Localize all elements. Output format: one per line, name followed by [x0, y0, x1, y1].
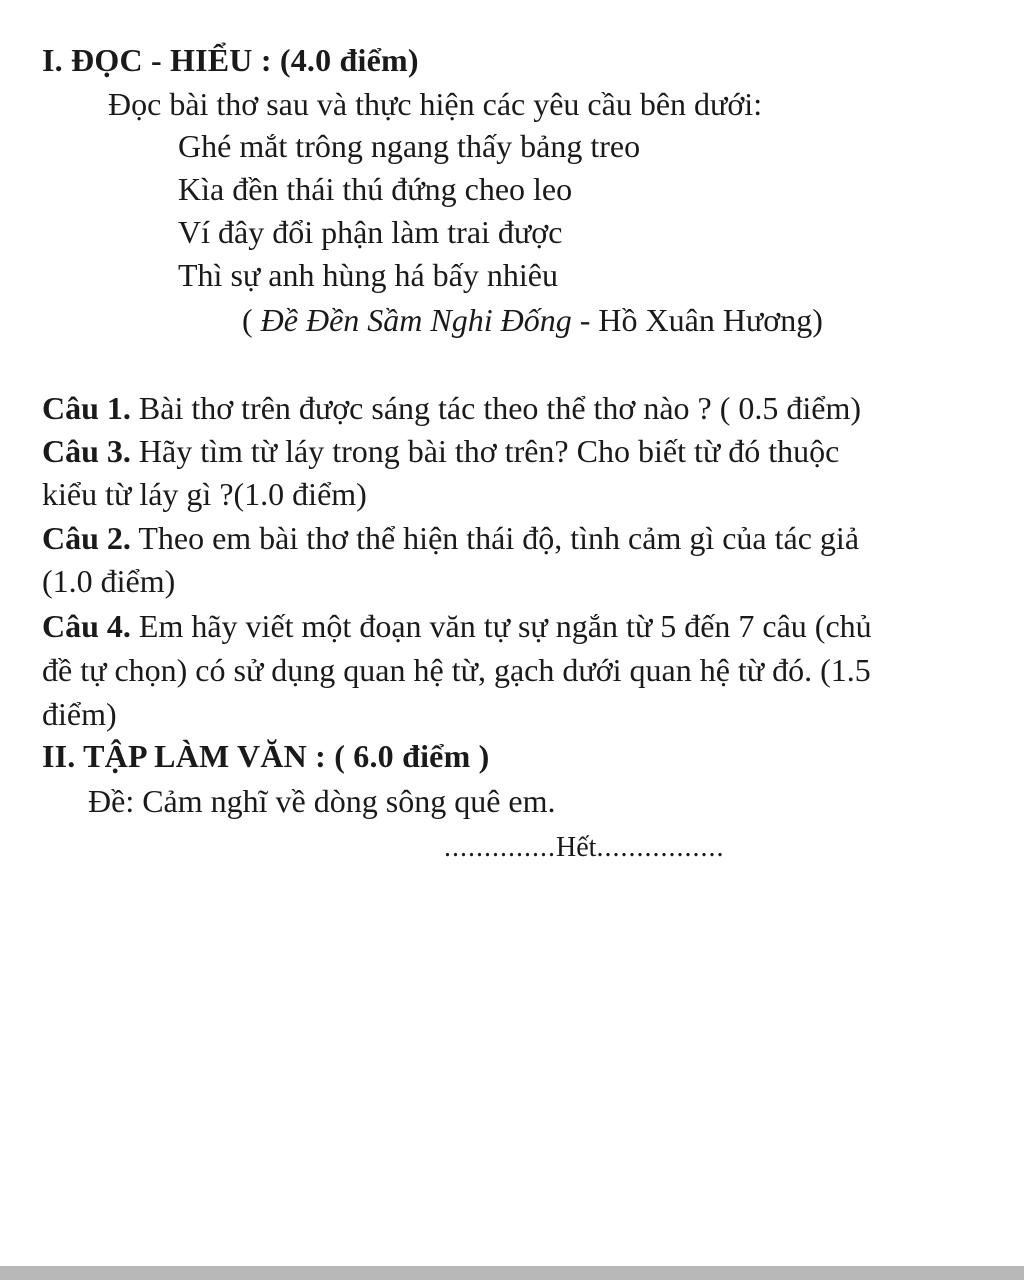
- question-2: [42, 518, 859, 558]
- question-1: [42, 388, 861, 428]
- poem-line-2: Kìa đền thái thú đứng cheo leo: [178, 171, 573, 207]
- section2-heading: II. TẬP LÀM VĂN : ( 6.0 điểm ): [42, 738, 490, 774]
- end-marker: [444, 828, 724, 868]
- poem-source: [242, 300, 823, 340]
- section1-heading: I. ĐỌC - HIỂU : (4.0 điểm): [42, 42, 419, 78]
- end-text: Hết: [556, 832, 597, 863]
- question-4-continued-1: đề tự chọn) có sử dụng quan hệ từ, gạch dưới quan hệ từ đó. (1.5: [42, 652, 871, 688]
- end-dots-left: ..............: [444, 832, 556, 863]
- essay-prompt: Đề: Cảm nghĩ về dòng sông quê em.: [88, 783, 556, 819]
- question-4-label: Câu 4.: [42, 608, 131, 644]
- poem-line-4: Thì sự anh hùng há bấy nhiêu: [178, 257, 558, 293]
- question-3-continued: kiểu từ láy gì ?(1.0 điểm): [42, 476, 367, 512]
- question-3-text: Hãy tìm từ láy trong bài thơ trên? Cho biết từ đó thuộc: [130, 433, 840, 469]
- bottom-scroll-bar: [0, 1266, 1024, 1280]
- question-4: [42, 606, 872, 646]
- source-open: (: [242, 302, 261, 338]
- end-dots-right: ................: [596, 832, 725, 863]
- instruction-text: Đọc bài thơ sau và thực hiện các yêu cầu bên dưới:: [108, 86, 763, 122]
- question-2-label: Câu 2.: [42, 520, 131, 556]
- poem-line-1: Ghé mắt trông ngang thấy bảng treo: [178, 128, 641, 164]
- poem-line-3: Ví đây đổi phận làm trai được: [178, 214, 563, 250]
- question-1-text: Bài thơ trên được sáng tác theo thể thơ nào ? ( 0.5 điểm): [130, 390, 862, 426]
- question-3-label: Câu 3.: [42, 433, 131, 469]
- question-4-continued-2: điểm): [42, 696, 117, 732]
- question-2-text: Theo em bài thơ thể hiện thái độ, tình cảm gì của tác giả: [130, 520, 860, 556]
- source-author: - Hồ Xuân Hương): [571, 302, 823, 338]
- source-title: Đề Đền Sầm Nghi Đống: [260, 302, 572, 338]
- question-2-continued: (1.0 điểm): [42, 563, 176, 599]
- question-1-label: Câu 1.: [42, 390, 131, 426]
- question-3: [42, 431, 839, 471]
- question-4-text: Em hãy viết một đoạn văn tự sự ngắn từ 5 đến 7 câu (chủ: [130, 608, 872, 644]
